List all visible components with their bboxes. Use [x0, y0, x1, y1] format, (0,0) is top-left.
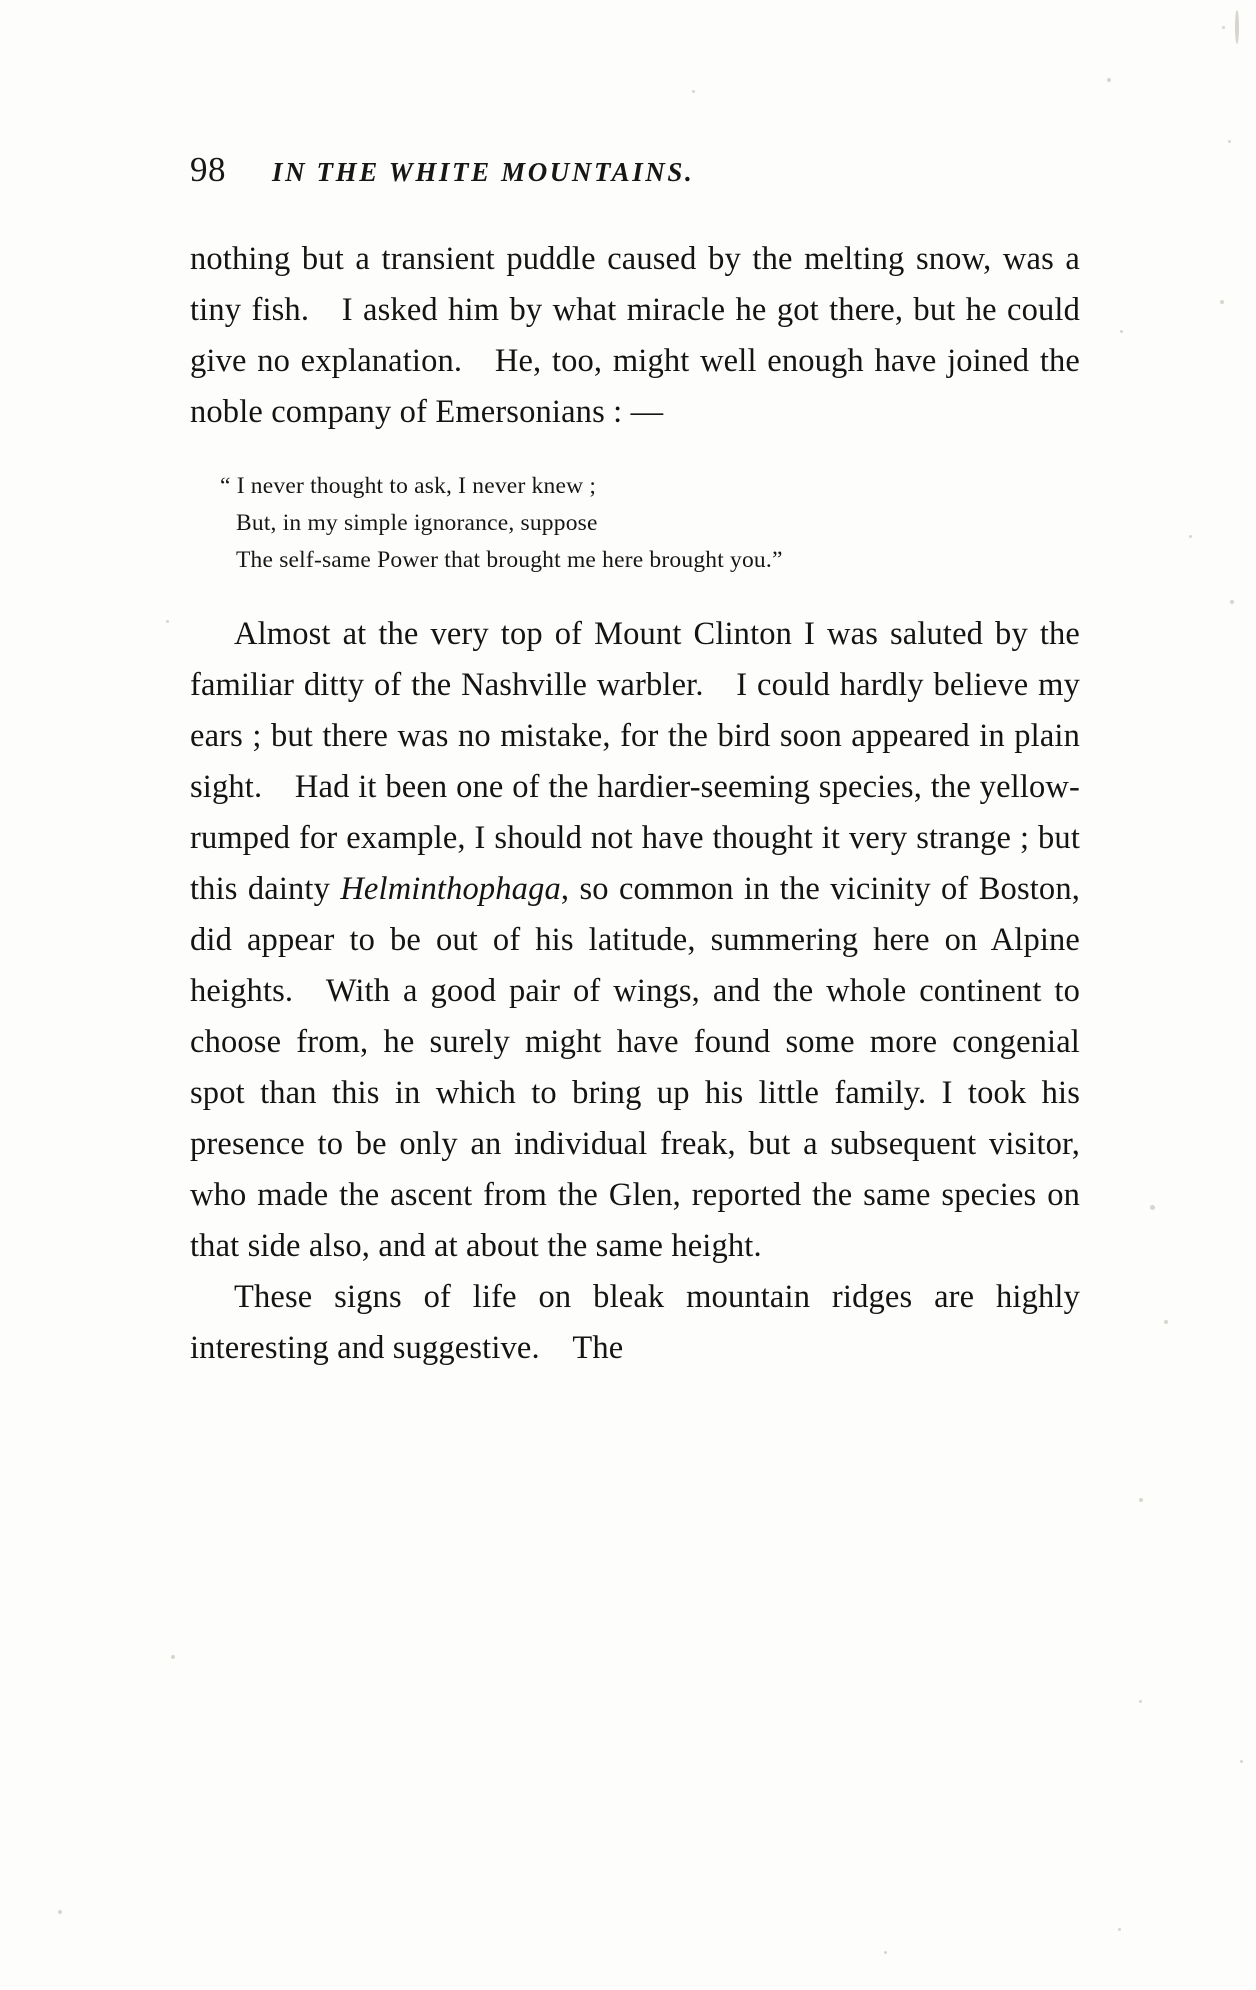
paper-speck	[1150, 1205, 1155, 1210]
paper-speck	[1220, 300, 1224, 304]
paper-speck	[1230, 600, 1234, 604]
paper-speck	[1235, 10, 1239, 44]
page-content	[190, 150, 1080, 1374]
paper-speck	[166, 620, 169, 623]
paragraph-text-part-1: Almost at the very top of Mount Clinton I was saluted by the familiar ditty of the Nashville warbler. I could hardly believe my ears ; but there was no mistake, for the bird soon appeared in plain sight. Had it been one of the hardier-seeming species, the yellow-rumped for example, I should not have thought it very strange ; but this dainty	[190, 616, 1080, 907]
paper-speck	[1189, 535, 1192, 538]
verse-line: But, in my simple ignorance, suppose	[236, 510, 598, 536]
paragraph-opening: nothing but a transient puddle caused by the melting snow, was a tiny fish. I asked him by what miracle he got there, but he could give no explanation. He, too, might well enough have joined the noble company of Emersonians : —	[190, 241, 1080, 430]
species-name-italic: Helminthophaga	[340, 871, 561, 907]
paragraph-signs-of-life: These signs of life on bleak mountain ridges are highly interesting and suggestive. The	[190, 1279, 1080, 1366]
page-number: 98	[190, 150, 226, 189]
verse-line: The self-same Power that brought me here brought you.”	[236, 547, 783, 573]
paper-speck	[1107, 78, 1111, 82]
paper-speck	[692, 90, 695, 93]
verse-quotation	[220, 468, 1080, 579]
paragraph-text-part-2: , so common in the vicinity of Boston, did appear to be out of his latitude, summering here on Alpine heights. With a good pair of wings, and the whole continent to choose from, he surely might have found some more congenial spot than this in which to bring up his little family. I took his presence to be only an individual freak, but a subsequent visitor, who made the ascent from the Glen, reported the same species on that side also, and at about the same height.	[190, 871, 1080, 1264]
paper-speck	[1164, 1320, 1168, 1324]
paper-speck	[1240, 1760, 1243, 1763]
verse-line: “ I never thought to ask, I never knew ;	[220, 473, 597, 499]
paper-speck	[1139, 1700, 1142, 1703]
paper-speck	[1139, 1498, 1143, 1502]
paragraph-nashville-warbler	[190, 609, 1080, 1272]
paper-speck	[1120, 330, 1123, 333]
paper-speck	[1118, 1928, 1121, 1931]
paper-speck	[884, 1951, 887, 1954]
paper-speck	[58, 1910, 62, 1914]
page-header	[190, 150, 1080, 190]
paper-speck	[1228, 140, 1231, 143]
paper-speck	[1222, 26, 1225, 29]
paper-speck	[171, 1655, 175, 1659]
running-head: IN THE WHITE MOUNTAINS.	[272, 157, 695, 187]
